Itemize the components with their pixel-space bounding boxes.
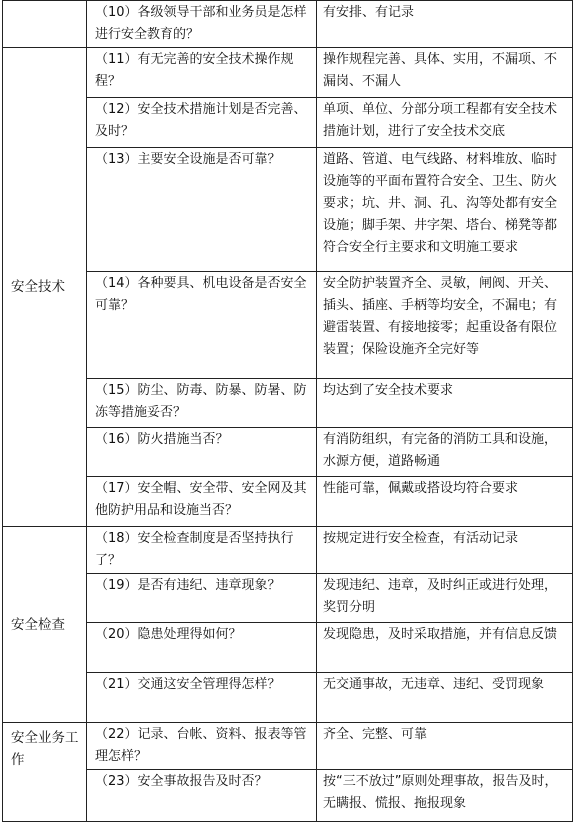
- check-item-standard: 按“三不放过”原则处理事故，报告及时，无瞒报、慌报、拖报现象: [317, 770, 573, 822]
- check-item-standard: 性能可靠，佩戴或搭设均符合要求: [317, 477, 573, 527]
- check-item-question: （14）各种要具、机电设备是否安全可靠？: [87, 272, 317, 379]
- check-item-question: （23）安全事故报告及时否？: [87, 770, 317, 822]
- check-item-standard: 无交通事故，无违章、违纪、受罚现象: [317, 673, 573, 723]
- check-item-question: （12）安全技术措施计划是否完善、及时？: [87, 98, 317, 148]
- check-item-standard: 安全防护装置齐全、灵敏，闸阀、开关、插头、插座、手柄等均安全，不漏电；有避雷装置、有接地接零；起重设备有限位装置；保险设施齐全完好等: [317, 272, 573, 379]
- table-row: [3, 770, 573, 822]
- category-cell-empty: [3, 1, 87, 48]
- table-row: [3, 428, 573, 477]
- check-item-question: （18）安全检查制度是否坚持执行了？: [87, 527, 317, 574]
- check-item-standard: 单项、单位、分部分项工程都有安全技术措施计划，进行了安全技术交底: [317, 98, 573, 148]
- table-row: [3, 148, 573, 272]
- check-item-question: （16）防火措施当否？: [87, 428, 317, 477]
- safety-checklist-table: [2, 0, 573, 822]
- table-row: [3, 98, 573, 148]
- table-row: [3, 48, 573, 98]
- check-item-question: （20）隐患处理得如何？: [87, 623, 317, 673]
- table-row: [3, 379, 573, 428]
- table-row: [3, 574, 573, 623]
- table-row: [3, 723, 573, 770]
- check-item-standard: 齐全、完整、可靠: [317, 723, 573, 770]
- check-item-question: （22）记录、台帐、资料、报表等管理怎样？: [87, 723, 317, 770]
- category-safety-business-work: 安全业务工作: [3, 723, 87, 822]
- table-row: [3, 673, 573, 723]
- check-item-question: （11）有无完善的安全技术操作规程？: [87, 48, 317, 98]
- check-item-standard: 均达到了安全技术要求: [317, 379, 573, 428]
- check-item-question: （17）安全帽、安全带、安全网及其他防护用品和设施当否？: [87, 477, 317, 527]
- check-item-standard: 按规定进行安全检查，有活动记录: [317, 527, 573, 574]
- check-item-standard: 有安排、有记录: [317, 1, 573, 48]
- check-item-question: （21）交通这安全管理得怎样？: [87, 673, 317, 723]
- check-item-standard: 有消防组织，有完备的消防工具和设施，水源方便，道路畅通: [317, 428, 573, 477]
- check-item-question: （15）防尘、防毒、防暴、防暑、防冻等措施妥否？: [87, 379, 317, 428]
- check-item-question: （13）主要安全设施是否可靠？: [87, 148, 317, 272]
- table-row: [3, 623, 573, 673]
- check-item-standard: 道路、管道、电气线路、材料堆放、临时设施等的平面布置符合安全、卫生、防火要求；坑、井、洞、孔、沟等处都有安全设施；脚手架、井字架、塔台、梯凳等都符合安全行主要求和文明施工要求: [317, 148, 573, 272]
- table-row: [3, 272, 573, 379]
- category-safety-technology: 安全技术: [3, 48, 87, 527]
- check-item-standard: 发现违纪、违章，及时纠正或进行处理，奖罚分明: [317, 574, 573, 623]
- check-item-standard: 发现隐患，及时采取措施，并有信息反馈: [317, 623, 573, 673]
- category-safety-inspection: 安全检查: [3, 527, 87, 723]
- check-item-question: （19）是否有违纪、违章现象？: [87, 574, 317, 623]
- table-row: [3, 1, 573, 48]
- table-row: [3, 477, 573, 527]
- table-row: [3, 527, 573, 574]
- check-item-question: （10）各级领导干部和业务员是怎样进行安全教育的？: [87, 1, 317, 48]
- check-item-standard: 操作规程完善、具体、实用，不漏项、不漏岗、不漏人: [317, 48, 573, 98]
